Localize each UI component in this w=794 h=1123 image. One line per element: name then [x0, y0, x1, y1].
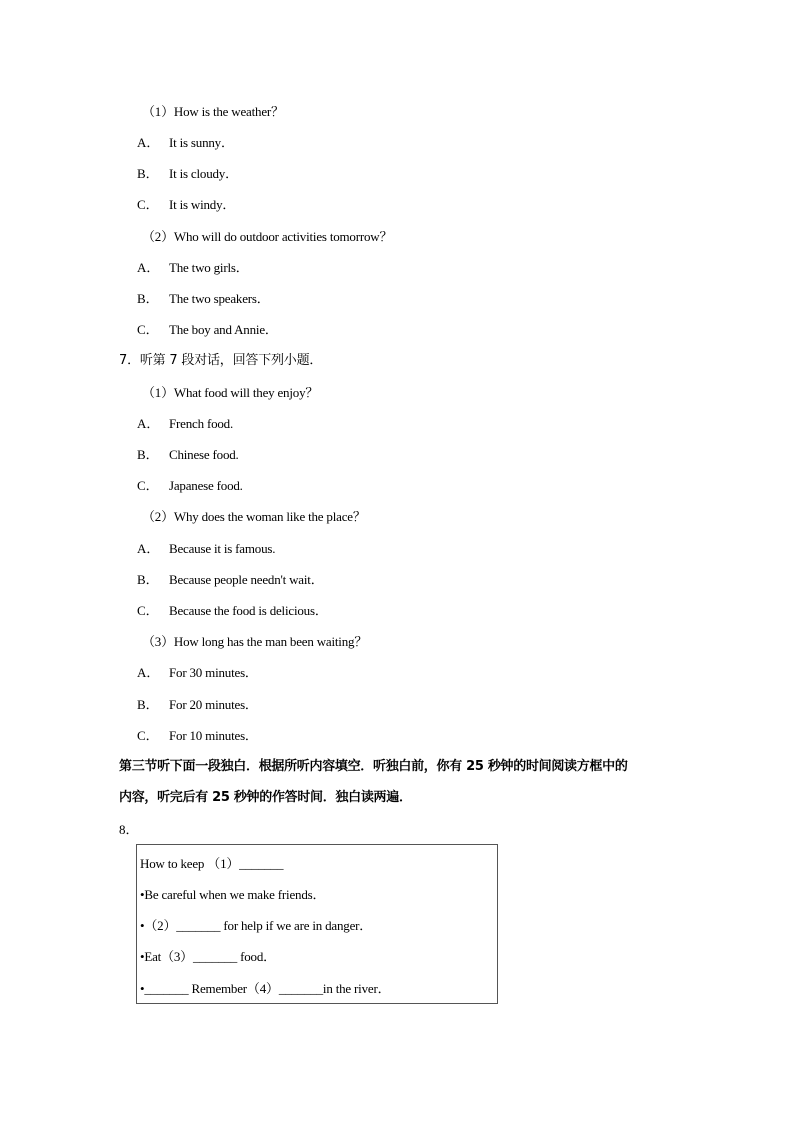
q7-title: 7．听第 7 段对话，回答下列小题．	[119, 353, 323, 368]
option-text: French food.	[169, 416, 234, 431]
option-text: Because the food is delicious．	[169, 603, 328, 618]
box-line-2: •Be careful when we make friends．	[140, 887, 326, 902]
section3-instructions-line1: 第三节听下面一段独白．根据所听内容填空．听独白前，你有 25 秒钟的时间阅读方框中的	[119, 759, 628, 774]
option-text: It is cloudy．	[169, 166, 238, 181]
option-text: The boy and Annie．	[169, 322, 278, 337]
q6-sub1-question: （1）How is the weather？	[142, 104, 284, 119]
box-line-5: •_______ Remember（4）_______in the river．	[140, 981, 391, 996]
option-letter: B．	[137, 572, 159, 587]
option-letter: B．	[137, 447, 159, 462]
q6-sub2-question: （2）Who will do outdoor activities tomorrow？	[142, 229, 393, 244]
option-letter: C．	[137, 603, 159, 618]
option-letter: A．	[137, 135, 160, 150]
q7-sub3-question: （3）How long has the man been waiting？	[142, 634, 368, 649]
option-text: Chinese food.	[169, 447, 239, 462]
option-letter: A．	[137, 260, 160, 275]
q8-number: 8．	[119, 822, 139, 837]
option-letter: B．	[137, 166, 159, 181]
option-text: For 30 minutes．	[169, 665, 258, 680]
box-line-3: •（2）_______ for help if we are in danger．	[140, 918, 373, 933]
option-text: Japanese food.	[169, 478, 243, 493]
option-letter: C．	[137, 728, 159, 743]
option-text: For 10 minutes．	[169, 728, 258, 743]
option-text: The two speakers．	[169, 291, 270, 306]
box-line-1: How to keep （1）_______	[140, 856, 284, 871]
option-letter: C．	[137, 478, 159, 493]
option-text: Because people needn't wait．	[169, 572, 324, 587]
box-line-4: •Eat（3）_______ food．	[140, 949, 276, 964]
option-letter: C．	[137, 197, 159, 212]
option-letter: A．	[137, 416, 160, 431]
q7-sub1-question: （1）What food will they enjoy？	[142, 385, 319, 400]
section3-instructions-line2: 内容，听完后有 25 秒钟的作答时间．独白读两遍．	[119, 790, 412, 805]
q7-sub2-question: （2）Why does the woman like the place？	[142, 509, 366, 524]
option-letter: A．	[137, 541, 160, 556]
option-letter: B．	[137, 291, 159, 306]
option-letter: A．	[137, 665, 160, 680]
option-text: For 20 minutes．	[169, 697, 258, 712]
option-letter: C．	[137, 322, 159, 337]
option-text: It is windy．	[169, 197, 236, 212]
option-text: Because it is famous.	[169, 541, 276, 556]
option-letter: B．	[137, 697, 159, 712]
option-text: The two girls．	[169, 260, 249, 275]
option-text: It is sunny．	[169, 135, 234, 150]
q8-fill-in-box	[136, 844, 498, 1004]
